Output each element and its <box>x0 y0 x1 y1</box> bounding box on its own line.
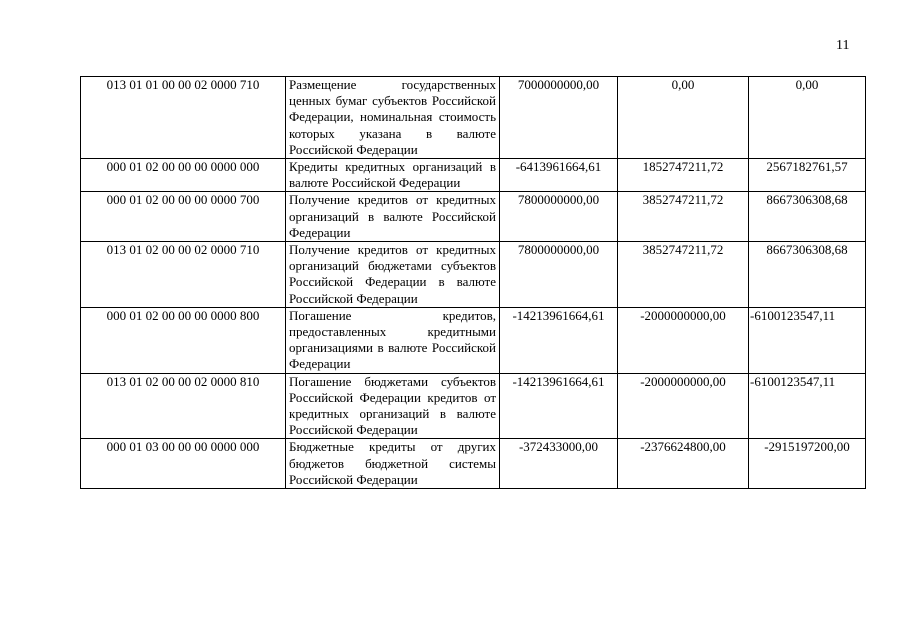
amount-year-1: 7800000000,00 <box>500 192 618 242</box>
amount-year-1: -14213961664,61 <box>500 307 618 373</box>
amount-year-2: 1852747211,72 <box>618 159 749 192</box>
classification-code: 000 01 03 00 00 00 0000 000 <box>81 439 286 489</box>
table-row <box>81 242 866 308</box>
classification-code: 013 01 02 00 00 02 0000 710 <box>81 242 286 308</box>
amount-year-3: -6100123547,11 <box>749 373 866 439</box>
classification-code: 013 01 01 00 00 02 0000 710 <box>81 77 286 159</box>
amount-year-1: -6413961664,61 <box>500 159 618 192</box>
amount-year-2: -2000000000,00 <box>618 373 749 439</box>
amount-year-2: -2000000000,00 <box>618 307 749 373</box>
amount-year-1: 7800000000,00 <box>500 242 618 308</box>
amount-year-3: 8667306308,68 <box>749 242 866 308</box>
table-row <box>81 192 866 242</box>
amount-year-2: 0,00 <box>618 77 749 159</box>
row-description: Получение кредитов от кредитных организаций бюджетами субъектов Российской Федерации в валюте Российской Федерации <box>286 242 500 308</box>
amount-year-1: -14213961664,61 <box>500 373 618 439</box>
table-row <box>81 307 866 373</box>
classification-code: 000 01 02 00 00 00 0000 700 <box>81 192 286 242</box>
amount-year-2: -2376624800,00 <box>618 439 749 489</box>
table-row <box>81 373 866 439</box>
table-row <box>81 439 866 489</box>
amount-year-3: -6100123547,11 <box>749 307 866 373</box>
row-description: Погашение бюджетами субъектов Российской Федерации кредитов от кредитных организаций в валюте Российской Федерации <box>286 373 500 439</box>
amount-year-3: -2915197200,00 <box>749 439 866 489</box>
amount-year-2: 3852747211,72 <box>618 192 749 242</box>
amount-year-3: 2567182761,57 <box>749 159 866 192</box>
classification-code: 000 01 02 00 00 00 0000 000 <box>81 159 286 192</box>
table-row <box>81 77 866 159</box>
amount-year-1: -372433000,00 <box>500 439 618 489</box>
page-number: 11 <box>836 38 850 53</box>
row-description: Кредиты кредитных организаций в валюте Российской Федерации <box>286 159 500 192</box>
amount-year-2: 3852747211,72 <box>618 242 749 308</box>
classification-code: 013 01 02 00 00 02 0000 810 <box>81 373 286 439</box>
row-description: Размещение государственных ценных бумаг субъектов Российской Федерации, номинальная стоимость которых указана в валюте Российской Федерации <box>286 77 500 159</box>
table-row <box>81 159 866 192</box>
budget-sources-table <box>80 76 866 489</box>
amount-year-3: 0,00 <box>749 77 866 159</box>
row-description: Бюджетные кредиты от других бюджетов бюджетной системы Российской Федерации <box>286 439 500 489</box>
row-description: Погашение кредитов, предоставленных кредитными организациями в валюте Российской Федерации <box>286 307 500 373</box>
row-description: Получение кредитов от кредитных организаций в валюте Российской Федерации <box>286 192 500 242</box>
amount-year-1: 7000000000,00 <box>500 77 618 159</box>
classification-code: 000 01 02 00 00 00 0000 800 <box>81 307 286 373</box>
amount-year-3: 8667306308,68 <box>749 192 866 242</box>
